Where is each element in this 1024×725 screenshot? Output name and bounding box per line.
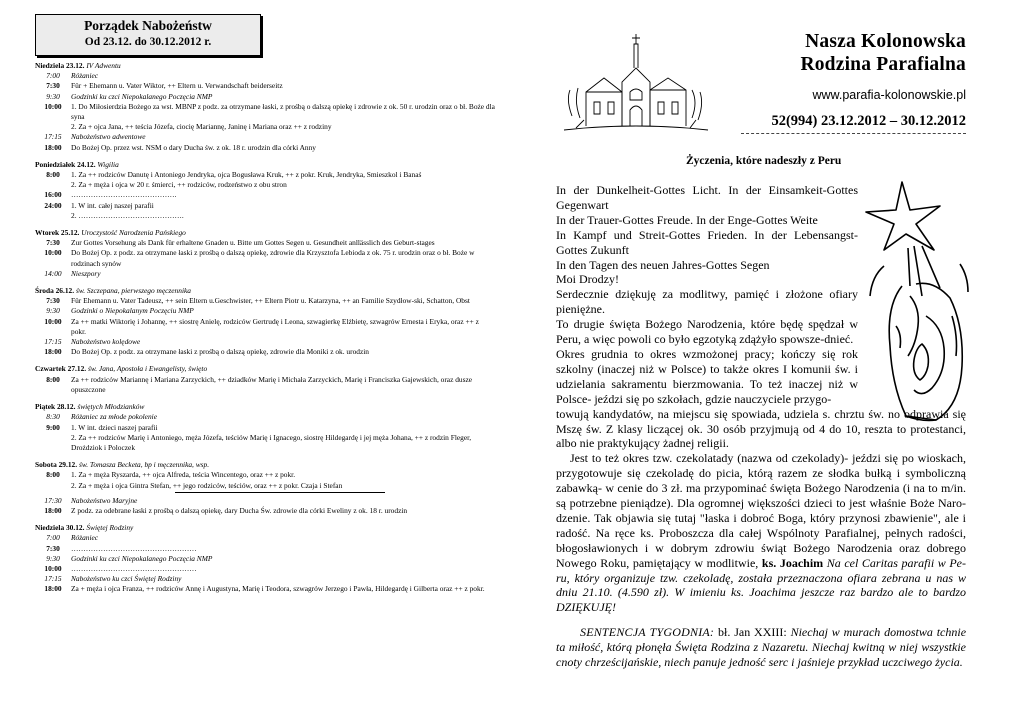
bulletin-name-line2: Rodzina Parafialna (800, 54, 966, 75)
mass-intention: 2. ……………………………………. (71, 210, 184, 220)
divider (175, 492, 385, 493)
schedule-row (35, 211, 495, 221)
mass-time: 18:00 (44, 505, 62, 515)
day-feast: św. Jana, Apostoła i Ewangelisty, święto (87, 364, 208, 374)
mass-intention: Godzinki o Niepokalanym Poczęciu NMP (71, 306, 194, 316)
schedule-row (35, 201, 495, 211)
mass-intention: 2. Za + męża i ojca w 20 r. śmierci, ++ rodziców, rodzeństwo z obu stron (71, 180, 287, 190)
poem-line: In den Tagen des neuen Jahres-Gottes Segen (556, 257, 770, 272)
mass-time: 7:30 (46, 296, 60, 306)
mass-intention: Za ++ matki Wiktorię i Johannę, ++ siostrę Anielę, rodziców Gertrudę i Leona, szwagierkę Elżbietę, szwagrów Ernesta i Eryka, oraz ++ z pokr. (71, 316, 479, 336)
schedule-row (35, 347, 495, 357)
poem-line: In der Dunkelheit-Gottes Licht. In der Einsamkeit-Gottes Gegenwart (556, 183, 858, 212)
day-heading (35, 286, 495, 296)
article-body (556, 183, 966, 615)
day-feast: św. Tomasza Becketa, bp i męczennika, wsp. (78, 460, 210, 470)
mass-intention: Różaniec (71, 71, 99, 81)
mass-time: 17:15 (44, 132, 62, 142)
day-feast: Uroczystość Narodzenia Pańskiego (81, 228, 186, 238)
schedule-column (35, 14, 495, 595)
schedule-row (35, 132, 495, 142)
mass-time (35, 211, 71, 221)
paragraph: towują kandydatów, na miejscu się spowiada, udziela s. chrztu św. no odprawia się Mszę św. Z klasy liczącej ok. 30 osób przyjmują od 4 do 10, reszta to protestanci, albo nie praktykujący żadnej religii. (556, 406, 966, 451)
mass-time: 8:00 (46, 470, 60, 480)
schedule-title: Porządek Nabożeństw (84, 18, 212, 33)
paragraph: Serdecznie dziękuję za modlitwy, pamięć i złożone ofiary pieniężne. (556, 287, 858, 317)
day-heading (35, 160, 495, 170)
mass-time (35, 122, 71, 132)
schedule-row (35, 180, 495, 190)
mass-time: 8:00 (46, 170, 60, 180)
mass-time: 17:15 (44, 574, 62, 584)
paragraph: To drugie święta Bożego Narodzenia, które będę spędzał w Peru, a więc powoli co było egzotyką zdążyło spowsze-dnieć. (556, 317, 858, 347)
mass-time (35, 433, 71, 453)
schedule-header-box (35, 14, 261, 56)
schedule-row (35, 102, 495, 122)
mass-time: 24:00 (44, 200, 62, 210)
parish-website[interactable]: www.parafia-kolonowskie.pl (812, 88, 966, 102)
paragraph: Okres grudnia to okres wzmożonej pracy; kończy się rok szkolny (inaczej niż w Polsce) to także okres I komunii św. i udzielania sakramentu bierzmowania. To też inaczej niż w Polsce- jeździ się po szkołach, gdzie nauczyciele przygo- (556, 346, 858, 406)
mass-intention: Für Ehemann u. Vater Tadeusz, ++ sein Eltern u.Geschwister, ++ Eltern Piotr u. Katarzyna, ++ an Familie Szydłow-ski, Schatton, Obst (71, 296, 470, 306)
schedule-row (35, 533, 495, 543)
mass-time: 18:00 (44, 347, 62, 357)
mass-time: 10:00 (44, 563, 62, 573)
day-name: Czwartek 27.12. (35, 364, 87, 374)
bulletin-masthead (716, 30, 966, 134)
schedule-row (35, 506, 495, 516)
mass-intention: Godzinki ku czci Niepokalanego Poczęcia NMP (71, 91, 213, 101)
schedule-day (35, 286, 495, 357)
caritas-note: Na cel Caritas parafii w Pe-ru, który organizuje tzw. czekoladę, została przeznaczona ofiara zebrana u nas w dniu 21.10. (4.590 zł). W imieniu ks. Joachima jeszcze raz bardzo ale to bardzo DZIĘKUJĘ! (556, 555, 966, 615)
mass-intention: Za ++ rodziców Mariannę i Mariana Zarzyckich, ++ dziadków Marię i Michała Zarzyckich, Marię i Franciszka Gajewskich, oraz dusze opuszczone (71, 374, 473, 394)
schedule-row (35, 584, 495, 594)
schedule-row (35, 238, 495, 248)
signature: ks. Joachim (761, 555, 824, 570)
paragraph (556, 451, 966, 615)
day-heading (35, 523, 495, 533)
day-heading (35, 460, 495, 470)
day-name: Niedziela 30.12. (35, 523, 85, 533)
day-heading (35, 228, 495, 238)
mass-time: 8:30 (46, 412, 60, 422)
schedule-row (35, 481, 495, 491)
schedule-row (35, 375, 495, 395)
schedule-row (35, 269, 495, 279)
schedule-row (35, 296, 495, 306)
paragraph-text: Jest to też okres tzw. czekolatady (nazwa od czekolady)- jeździ się po wioskach, przygotowuje się czekoladę do picia, którą razem ze słodka bułką i symboliczną zabawką- w cenie do 3 zł. ma przypominać święta Bożego Narodzenia (i na to m/in. są potrzebne pieniądze). Dla ogromnej większości dzieci to jest właśnie Boże Naro-dzenie. Tak objawia się tutaj "łaska i dobroć Boga, który przynosi zbawienie", ale i radość. Na ręce ks. Proboszcza dla całej Wspólnoty Parafialnej, pełnych radości, błogosławionych i w dobrym zdrowiu świąt Bożego Narodzenia oraz dobrego Nowego Roku, pamiętający w modlitwie, (556, 451, 966, 570)
day-heading (35, 61, 495, 71)
sentence-of-week (556, 625, 966, 671)
mass-time: 9:30 (46, 306, 60, 316)
schedule-row (35, 470, 495, 480)
mass-time: 18:00 (44, 142, 62, 152)
day-feast: Wigilia (97, 159, 119, 169)
schedule-row (35, 81, 495, 91)
schedule-row (35, 143, 495, 153)
mass-time: 9:00 (46, 422, 60, 432)
schedule-row (35, 554, 495, 564)
mass-intention: 2. Za + ojca Jana, ++ teścia Józefa, ciocię Mariannę, Janinę i Mariana oraz ++ z rodziny (71, 122, 332, 132)
day-name: Poniedziałek 24.12. (35, 159, 96, 169)
day-name: Piątek 28.12. (35, 402, 76, 412)
church-illustration (556, 30, 714, 138)
day-heading (35, 364, 495, 374)
mass-time: 7:00 (46, 71, 60, 81)
mass-intention: Różaniec za młode pokolenie (71, 412, 157, 422)
mass-intention: 1. Do Miłosierdzia Bożego za wst. MBNP z podz. za otrzymane łaski, z prośbą o dalszą opiekę i zdrowie z ok. 50 r. urodzin oraz o bł. Boże dla syna (71, 101, 495, 122)
day-feast: Świętej Rodziny (86, 523, 134, 533)
mass-time: 16:00 (44, 190, 62, 200)
schedule-day (35, 228, 495, 279)
mass-time: 7:00 (46, 533, 60, 543)
mass-intention: 1. Za + męża Ryszarda, ++ ojca Alfreda, teścia Wincentego, oraz ++ z pokr. (71, 470, 296, 480)
day-name: Wtorek 25.12. (35, 228, 80, 238)
schedule-row (35, 574, 495, 584)
mass-intention: Z podz. za odebrane łaski z prośbą o dalszą opiekę, dary Ducha Św. zdrowie dla córki Eweliny z ok. 18 r. urodzin (71, 505, 408, 515)
mass-time: 10:00 (44, 101, 62, 111)
schedule-row (35, 423, 495, 433)
mass-intention: Nabożeństwo adwentowe (71, 132, 146, 142)
schedule-list (35, 61, 495, 595)
poem-line: In Kampf und Streit-Gottes Frieden. In der Lebensangst-Gottes Zukunft (556, 227, 858, 257)
schedule-row (35, 92, 495, 102)
mass-intention: Do Bożej Op. przez wst. NSM o dary Ducha św. z ok. 18 r. urodzin dla córki Anny (71, 142, 317, 152)
schedule-row (35, 412, 495, 422)
schedule-day (35, 402, 495, 453)
bulletin-name-line1: Nasza Kolonowska (805, 31, 966, 52)
mass-time: 7:30 (46, 543, 60, 553)
mass-intention: Nabożeństwo Maryjne (71, 495, 138, 505)
schedule-day (35, 364, 495, 395)
mass-time: 18:00 (44, 584, 62, 594)
mass-time: 17:15 (44, 337, 62, 347)
schedule-row (35, 433, 495, 453)
mass-intention: Do Bożej Op. z podz. za otrzymane łaski z prośbą o dalszą opiekę, zdrowie dla Krzysztofa Lebioda z ok. 75 r. urodzin oraz o bł. Boże w rodzinach synów (71, 248, 475, 268)
day-name: Środa 26.12. (35, 286, 75, 296)
issue-number: 52(994) 23.12.2012 – 30.12.2012 (771, 113, 966, 129)
mass-time (35, 481, 71, 491)
mass-intention: …………………………………………… (71, 563, 197, 573)
mass-intention: Für + Ehemann u. Vater Wiktor, ++ Eltern u. Verwandschaft beiderseitz (71, 81, 283, 91)
mass-intention: …………………………………………… (71, 543, 197, 553)
mass-intention: Nieszpory (71, 268, 101, 278)
day-feast: św. Szczepana, pierwszego męczennika (75, 286, 191, 296)
divider (741, 133, 966, 134)
day-heading (35, 402, 495, 412)
schedule-row (35, 71, 495, 81)
mass-intention: 1. Za ++ rodziców Danutę i Antoniego Jendryka, ojca Bogusława Kruk, ++ z pokr. Kruk, Jendryka, Smieszkol i Banaś (71, 170, 422, 180)
schedule-dates: Od 23.12. do 30.12.2012 r. (84, 36, 212, 48)
mass-time: 10:00 (44, 248, 62, 258)
schedule-day (35, 160, 495, 221)
schedule-row (35, 170, 495, 180)
mass-intention: 1. W int. całej naszej parafii (71, 200, 154, 210)
schedule-day (35, 460, 495, 516)
mass-intention: Nabożeństwo ku czci Świętej Rodziny (71, 574, 182, 584)
mass-intention: ……………………………………. (71, 190, 177, 200)
mass-intention: Za + męża i ojca Franza, ++ rodziców Annę i Augustyna, Marię i Teodora, szwagrów Jerzego i Pawła, Hildegardę i Gilberta oraz ++ z pokr. (71, 584, 485, 594)
mass-intention: Do Bożej Op. z podz. za otrzymane łaski z prośbą o dalszą opiekę, zdrowie dla Moniki z ok. urodzin (71, 347, 369, 357)
schedule-day (35, 523, 495, 594)
schedule-row (35, 317, 495, 337)
day-feast: świętych Młodzianków (77, 402, 145, 412)
mass-time (35, 180, 71, 190)
mass-intention: 2. Za + męża i ojca Gintra Stefan, ++ jego rodziców, teściów, oraz ++ z pokr. Czaja i Stefan (71, 480, 343, 490)
day-feast: IV Adwentu (86, 61, 121, 70)
mass-time: 10:00 (44, 316, 62, 326)
mass-intention: Zur Gottes Vorsehung als Dank für erhaltene Gnaden u. Bitte um Gottes Segen u. Gesundheit anllässlich des Geburt-stages (71, 238, 435, 248)
mass-intention: 2. Za ++ rodziców Marię i Antoniego, męża Józefa, teściów Marię i Ignacego, siostrę Hildegardę i jej męża Johana, ++ z rodzin Fleger, Drożdziok i Poloczek (71, 432, 472, 452)
sentence-quote: Niechaj w murach domostwa tchnie ta miłość, którą płonęła Święta Rodzina z Nazaretu. Niechaj kwitną w niej wszystkie cnoty chrześcijańskie, niech panuje jedność serc i jaśnieje przykład uczciwego życia. (556, 625, 967, 670)
mass-time: 14:00 (44, 268, 62, 278)
greeting: Moi Drodzy! (556, 272, 619, 287)
schedule-row (35, 122, 495, 132)
schedule-day (35, 61, 495, 153)
sentence-author: bł. Jan XXIII: (718, 625, 787, 639)
schedule-row (35, 248, 495, 268)
mass-time: 7:30 (46, 81, 60, 91)
article-title: Życzenia, które nadeszły z Peru (686, 155, 842, 167)
mass-intention: Godzinki ku czci Niepokalanego Poczęcia NMP (71, 553, 213, 563)
mass-intention: 1. W int. dzieci naszej parafii (71, 422, 158, 432)
schedule-row (35, 190, 495, 200)
schedule-row (35, 306, 495, 316)
day-name: Sobota 29.12. (35, 460, 78, 470)
schedule-row (35, 337, 495, 347)
mass-intention: Różaniec (71, 533, 99, 543)
mass-time: 9:30 (46, 553, 60, 563)
schedule-row (35, 544, 495, 554)
poem-line: In der Trauer-Gottes Freude. In der Enge-Gottes Weite (556, 212, 818, 227)
mass-intention: Nabożeństwo kolędowe (71, 337, 141, 347)
schedule-row (35, 564, 495, 574)
sentence-label: SENTENCJA TYGODNIA: (580, 625, 715, 639)
day-name: Niedziela 23.12. (35, 61, 85, 70)
mass-time: 17:30 (44, 495, 62, 505)
mass-time: 9:30 (46, 91, 60, 101)
mass-time: 7:30 (46, 238, 60, 248)
schedule-row (35, 496, 495, 506)
mass-time: 8:00 (46, 374, 60, 384)
